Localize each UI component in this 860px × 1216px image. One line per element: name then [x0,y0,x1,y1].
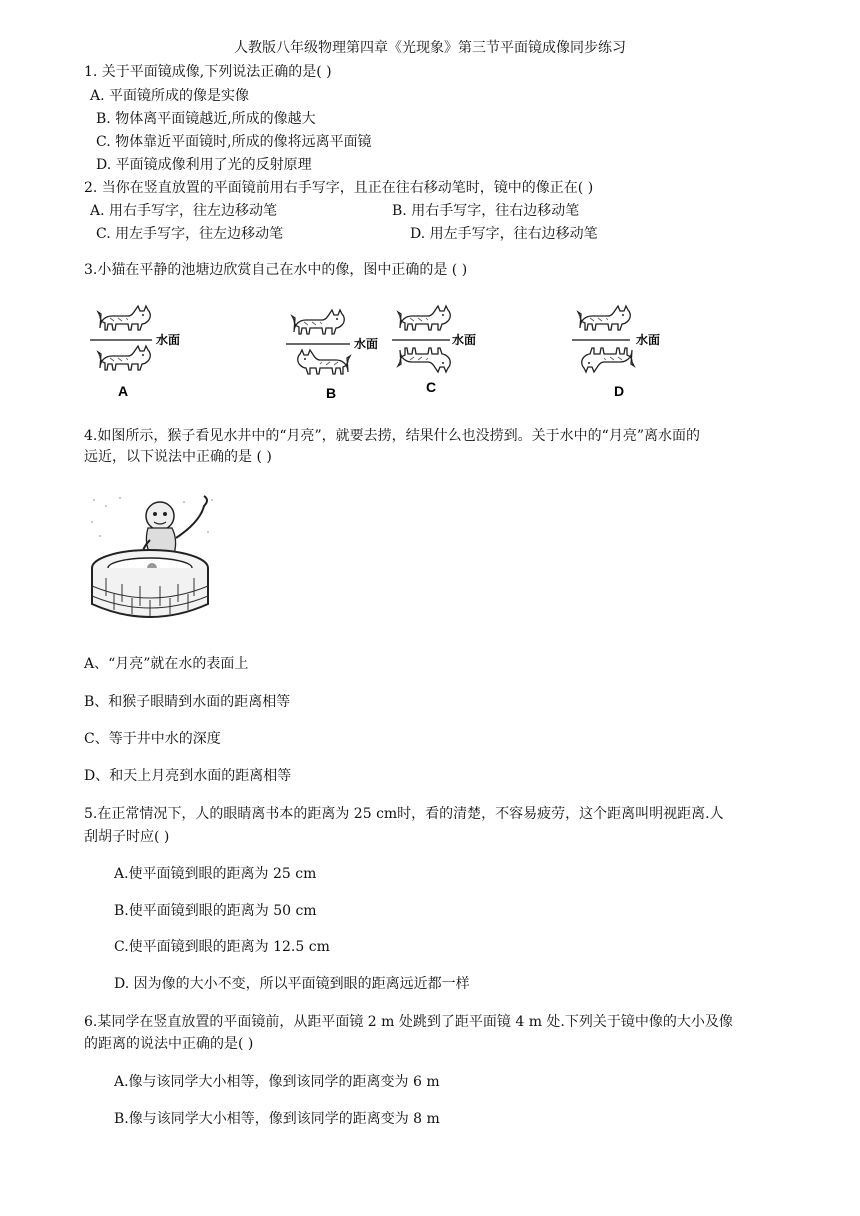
q4-option-b: B、和猴子眼睛到水面的距离相等 [84,694,291,710]
monkey-well-figure [84,492,220,622]
q2-option-a: A. 用右手写字，往左边移动笔 [90,203,278,219]
q6-option-a: A.像与该同学大小相等，像到该同学的距离变为 6 m [114,1074,440,1090]
q1-option-b: B. 物体离平面镜越近,所成的像越大 [96,111,316,127]
q4-option-d: D、和天上月亮到水面的距离相等 [84,768,292,784]
q5-option-a: A.使平面镜到眼的距离为 25 cm [114,866,317,882]
q2-option-c: C. 用左手写字，往左边移动笔 [96,226,284,242]
q2-option-b: B. 用右手写字，往右边移动笔 [392,203,580,219]
q1-option-c: C. 物体靠近平面镜时,所成的像将远离平面镜 [96,134,372,150]
water-label-d: 水面 [636,333,661,347]
q5-stem-line2: 刮胡子时应( ) [84,829,170,845]
label-b: B [326,385,337,401]
label-d: D [614,383,625,399]
q6-stem-line2: 的距离的说法中正确的是( ) [84,1036,254,1052]
q5-option-c: C.使平面镜到眼的距离为 12.5 cm [114,939,330,955]
q5-stem-line1: 5.在正常情况下，人的眼睛离书本的距离为 25 cm时，看的清楚，不容易疲劳，这个距离叫明视距离.人 [84,806,724,822]
q5-option-b: B.使平面镜到眼的距离为 50 cm [114,903,317,919]
q4-stem-line1: 4.如图所示，猴子看见水井中的“月亮”，就要去捞，结果什么也没捞到。关于水中的“月亮”离水面的 [84,428,700,444]
water-label-a: 水面 [156,333,181,347]
q3-stem: 3.小猫在平静的池塘边欣赏自己在水中的像，图中正确的是 ( ) [84,262,468,278]
water-label-c: 水面 [452,333,477,347]
q4-option-c: C、等于井中水的深度 [84,731,221,747]
option-c-figure [392,306,476,395]
option-d-figure [572,306,660,399]
q4-stem-line2: 远近，以下说法中正确的是 ( ) [84,449,272,465]
q2-stem: 2. 当你在竖直放置的平面镜前用右手写字，且正在往右移动笔时，镜中的像正在( ) [84,180,594,196]
q5-option-d: D. 因为像的大小不变，所以平面镜到眼的距离远近都一样 [114,976,470,992]
label-c: C [426,379,437,395]
q1-option-a: A. 平面镜所成的像是实像 [90,88,250,104]
page-title: 人教版八年级物理第四章《光现象》第三节平面镜成像同步练习 [234,40,626,56]
q1-stem: 1. 关于平面镜成像,下列说法正确的是( ) [84,64,332,80]
option-b-figure [286,310,378,401]
cat-reflection-figures [80,298,700,408]
q4-option-a: A、“月亮”就在水的表面上 [84,656,249,672]
q1-option-d: D. 平面镜成像利用了光的反射原理 [96,157,312,173]
label-a: A [118,383,129,399]
water-label-b: 水面 [354,337,379,351]
q2-option-d: D. 用左手写字，往右边移动笔 [410,226,598,242]
q6-stem-line1: 6.某同学在竖直放置的平面镜前，从距平面镜 2 m 处跳到了距平面镜 4 m 处.下列关于镜中像的大小及像 [84,1014,733,1030]
q6-option-b: B.像与该同学大小相等，像到该同学的距离变为 8 m [114,1111,440,1127]
option-a-figure [90,306,180,399]
